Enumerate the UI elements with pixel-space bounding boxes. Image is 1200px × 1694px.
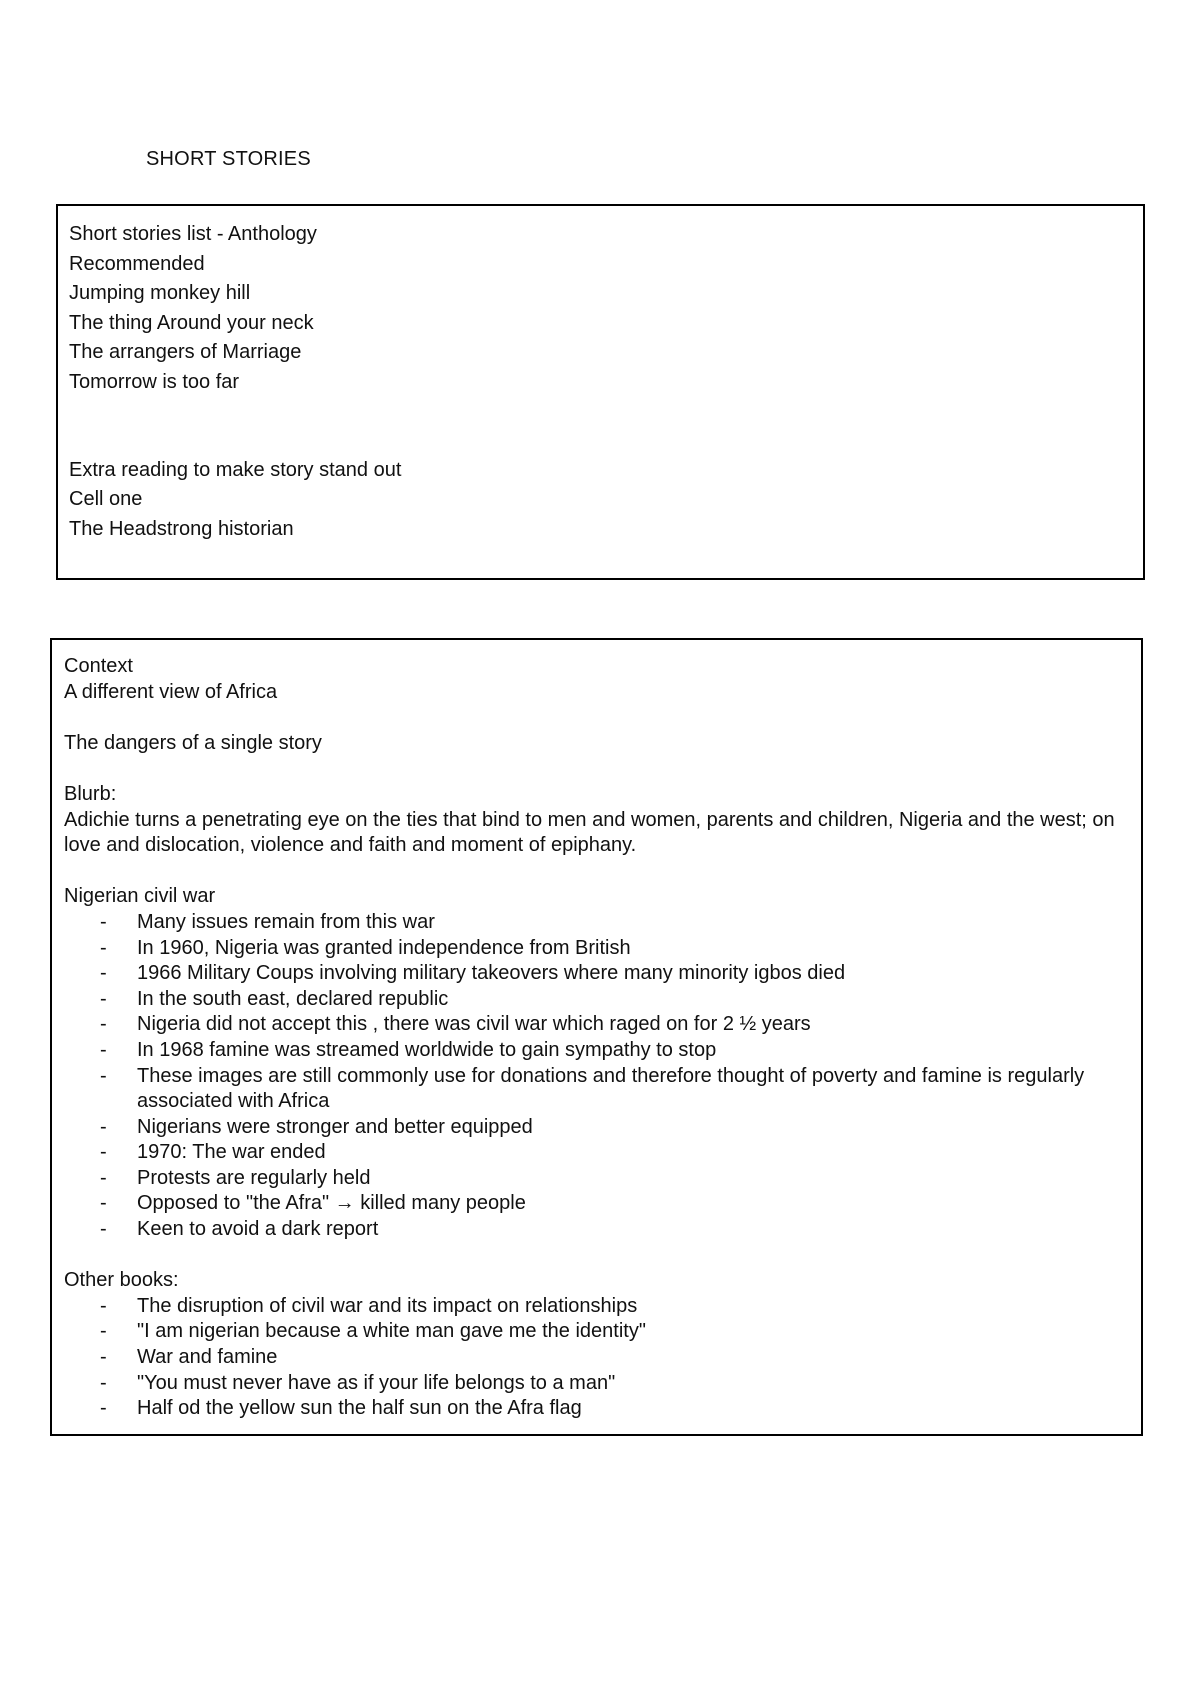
- list-item: [64, 987, 1131, 1013]
- list-item-text: Keen to avoid a dark report: [137, 1218, 379, 1241]
- recommended-label: Recommended: [69, 252, 205, 275]
- list-item-text: Nigeria did not accept this , there was civil war which raged on for 2 ½ years: [137, 1013, 811, 1036]
- dash-bullet: -: [100, 1064, 107, 1087]
- list-item: [64, 1064, 1131, 1115]
- list-item: [64, 1038, 1131, 1064]
- civil-war-label: Nigerian civil war: [64, 885, 216, 908]
- list-item: The Headstrong historian: [69, 517, 294, 540]
- list-item: [64, 910, 1131, 936]
- spacer: [69, 427, 1133, 456]
- extra-reading-label: Extra reading to make story stand out: [69, 458, 402, 481]
- dash-bullet: -: [100, 1038, 107, 1061]
- list-item-text: Nigerians were stronger and better equipped: [137, 1115, 533, 1138]
- dash-bullet: -: [100, 962, 107, 985]
- list-item-text: 1970: The war ended: [137, 1141, 326, 1164]
- list-item-text: Protests are regularly held: [137, 1166, 371, 1189]
- blurb-text: Adichie turns a penetrating eye on the ties that bind to men and women, parents and children, Nigeria and the west; on love and dislocation, violence and faith and moment of epiphany.: [64, 808, 1115, 857]
- list-item-text: Opposed to "the Afra" → killed many people: [137, 1192, 526, 1215]
- list-item: [64, 1140, 1131, 1166]
- blurb-label: Blurb:: [64, 782, 117, 805]
- other-books-label: Other books:: [64, 1269, 179, 1292]
- list-item-text: These images are still commonly use for donations and therefore thought of poverty and famine is regularly associated with Africa: [137, 1064, 1085, 1113]
- dash-bullet: -: [100, 1397, 107, 1420]
- list-item-text: 1966 Military Coups involving military takeovers where many minority igbos died: [137, 962, 846, 985]
- other-books-list: [64, 1294, 1131, 1422]
- list-item: Jumping monkey hill: [69, 282, 251, 304]
- spacer: [64, 859, 1131, 885]
- context-box: [50, 638, 1143, 1436]
- spacer: [64, 756, 1131, 782]
- list-item-text: In 1968 famine was streamed worldwide to gain sympathy to stop: [137, 1038, 717, 1061]
- dash-bullet: -: [100, 1294, 107, 1317]
- list-item: The thing Around your neck: [69, 311, 314, 334]
- list-item: [64, 1012, 1131, 1038]
- list-item: Tomorrow is too far: [69, 370, 240, 393]
- short-stories-list-box: [56, 204, 1145, 580]
- list-item: [64, 961, 1131, 987]
- spacer: [64, 705, 1131, 731]
- list-item: Cell one: [69, 488, 143, 510]
- list-item: [64, 1319, 1131, 1345]
- context-subtitle: A different view of Africa: [64, 680, 278, 703]
- list-item: [64, 1217, 1131, 1243]
- list-item: [64, 1371, 1131, 1397]
- list-item-text: "You must never have as if your life belongs to a man": [137, 1371, 616, 1394]
- dangers-line: The dangers of a single story: [64, 731, 322, 754]
- stories-heading: Short stories list - Anthology: [69, 223, 317, 245]
- spacer: [69, 397, 1133, 427]
- list-item: [64, 1345, 1131, 1371]
- dash-bullet: -: [100, 1115, 107, 1138]
- list-item: [64, 1166, 1131, 1192]
- page-title: SHORT STORIES: [146, 148, 311, 170]
- list-item-text: In 1960, Nigeria was granted independence from British: [137, 936, 631, 959]
- dash-bullet: -: [100, 987, 107, 1010]
- list-item: [64, 1191, 1131, 1217]
- list-item-text: Many issues remain from this war: [137, 910, 435, 933]
- dash-bullet: -: [100, 910, 107, 933]
- list-item: [64, 936, 1131, 962]
- dash-bullet: -: [100, 1346, 107, 1369]
- dash-bullet: -: [100, 1218, 107, 1241]
- list-item-text: The disruption of civil war and its impact on relationships: [137, 1294, 638, 1317]
- spacer: [64, 1243, 1131, 1269]
- dash-bullet: -: [100, 1192, 107, 1215]
- dash-bullet: -: [100, 1013, 107, 1036]
- list-item: [64, 1115, 1131, 1141]
- dash-bullet: -: [100, 1166, 107, 1189]
- list-item-text: "I am nigerian because a white man gave me the identity": [137, 1320, 646, 1343]
- list-item: The arrangers of Marriage: [69, 341, 302, 363]
- civil-war-list: [64, 910, 1131, 1243]
- dash-bullet: -: [100, 936, 107, 959]
- list-item-text: In the south east, declared republic: [137, 987, 449, 1010]
- list-item-text: War and famine: [137, 1346, 278, 1369]
- dash-bullet: -: [100, 1141, 107, 1164]
- list-item-text: Half od the yellow sun the half sun on the Afra flag: [137, 1397, 582, 1420]
- context-heading: Context: [64, 655, 133, 677]
- dash-bullet: -: [100, 1371, 107, 1394]
- list-item: [64, 1294, 1131, 1320]
- dash-bullet: -: [100, 1320, 107, 1343]
- list-item: [64, 1396, 1131, 1422]
